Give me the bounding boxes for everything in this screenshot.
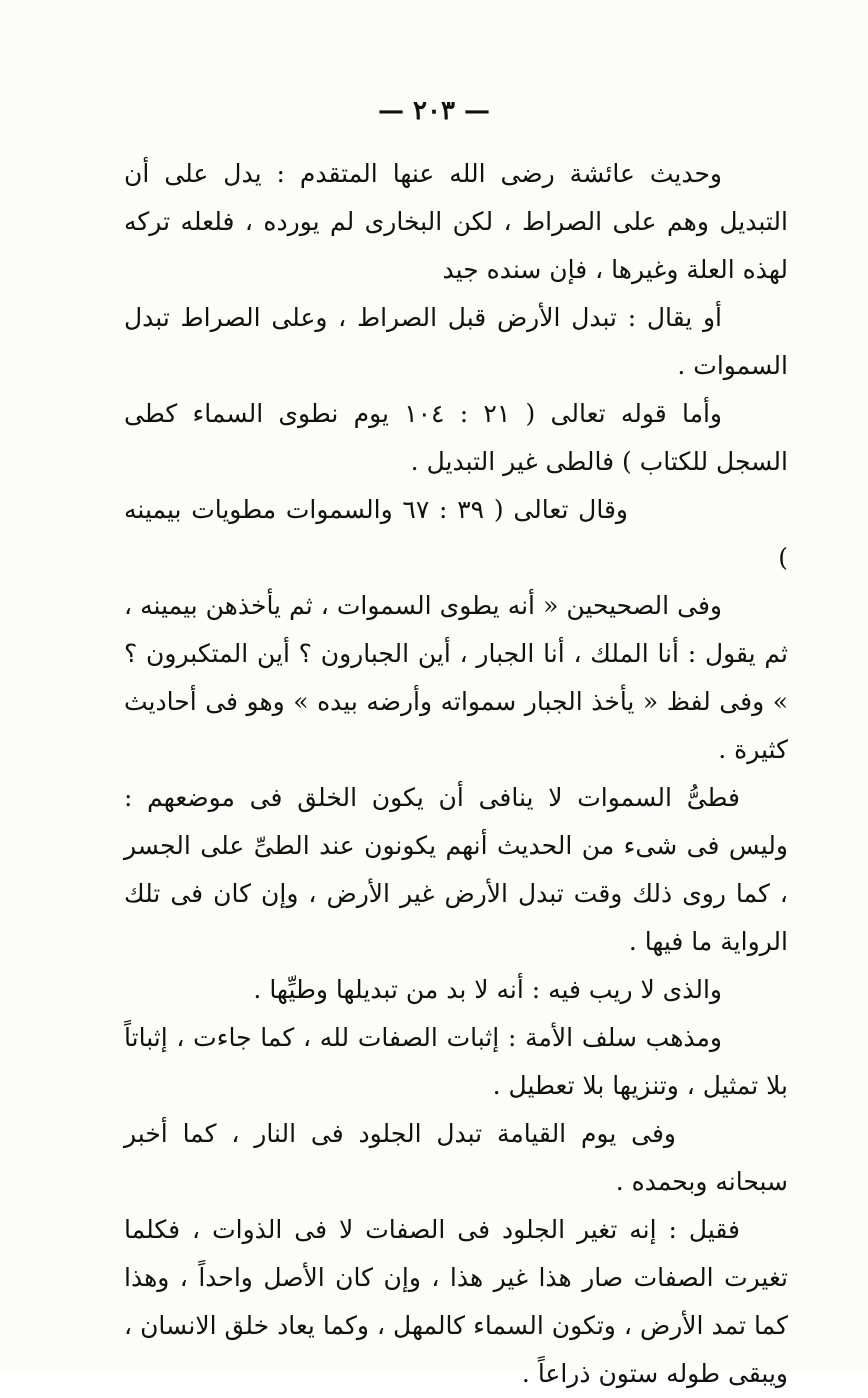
paragraph-sahihayn: وفى الصحيحين « أنه يطوى السموات ، ثم يأخذهن بيمينه ، ثم يقول : أنا الملك ، أنا الجبار ، أين الجبارون ؟ أين المتكبرون ؟ » وفى لفظ « يأخذ الجبار سمواته وأرضه بيده » وهو فى أحاديث كثيرة . <box>124 591 788 764</box>
paragraph-folding-verse: وأما قوله تعالى ( ٢١ : ١٠٤ يوم نطوى السماء كطى السجل للكتاب ) فالطى غير التبديل . <box>124 399 788 476</box>
paragraph-folding-heavens: فطىُّ السموات لا ينافى أن يكون الخلق فى موضعهم : وليس فى شىء من الحديث أنهم يكونون عند الطىِّ على الجسر ، كما روى ذلك وقت تبدل الأرض غير الأرض ، وإن كان فى تلك الرواية ما فيها . <box>124 783 788 956</box>
paragraph-skins-changed: وفى يوم القيامة تبدل الجلود فى النار ، كما أخبر سبحانه وبحمده . <box>124 1119 788 1196</box>
body-text <box>124 150 788 1398</box>
paragraph-attributes-change: فقيل : إنه تغير الجلود فى الصفات لا فى الذوات ، فكلما تغيرت الصفات صار هذا غير هذا ، وإن كان الأصل واحداً ، وهذا كما تمد الأرض ، وتكون السماء كالمهل ، وكما يعاد خلق الانسان ، ويبقى طوله ستون ذراعاً . <box>124 1215 788 1388</box>
paragraph-heavens-folded-verse: وقال تعالى ( ٣٩ : ٦٧ والسموات مطويات بيمينه ) <box>124 495 788 572</box>
paragraph-salaf-doctrine: ومذهب سلف الأمة : إثبات الصفات لله ، كما جاءت ، إثباتاً بلا تمثيل ، وتنزيها بلا تعطيل . <box>124 1023 788 1100</box>
page-number: — ٢٠٣ — <box>377 96 491 126</box>
paragraph-aisha-hadith: وحديث عائشة رضى الله عنها المتقدم : يدل على أن التبديل وهم على الصراط ، لكن البخارى لم يورده ، فلعله تركه لهذه العلة وغيرها ، فإن سنده جيد <box>124 159 788 284</box>
paragraph-earth-change: أو يقال : تبدل الأرض قبل الصراط ، وعلى الصراط تبدل السموات . <box>124 303 788 380</box>
paragraph-no-doubt: والذى لا ريب فيه : أنه لا بد من تبديلها وطيِّها . <box>253 975 722 1004</box>
